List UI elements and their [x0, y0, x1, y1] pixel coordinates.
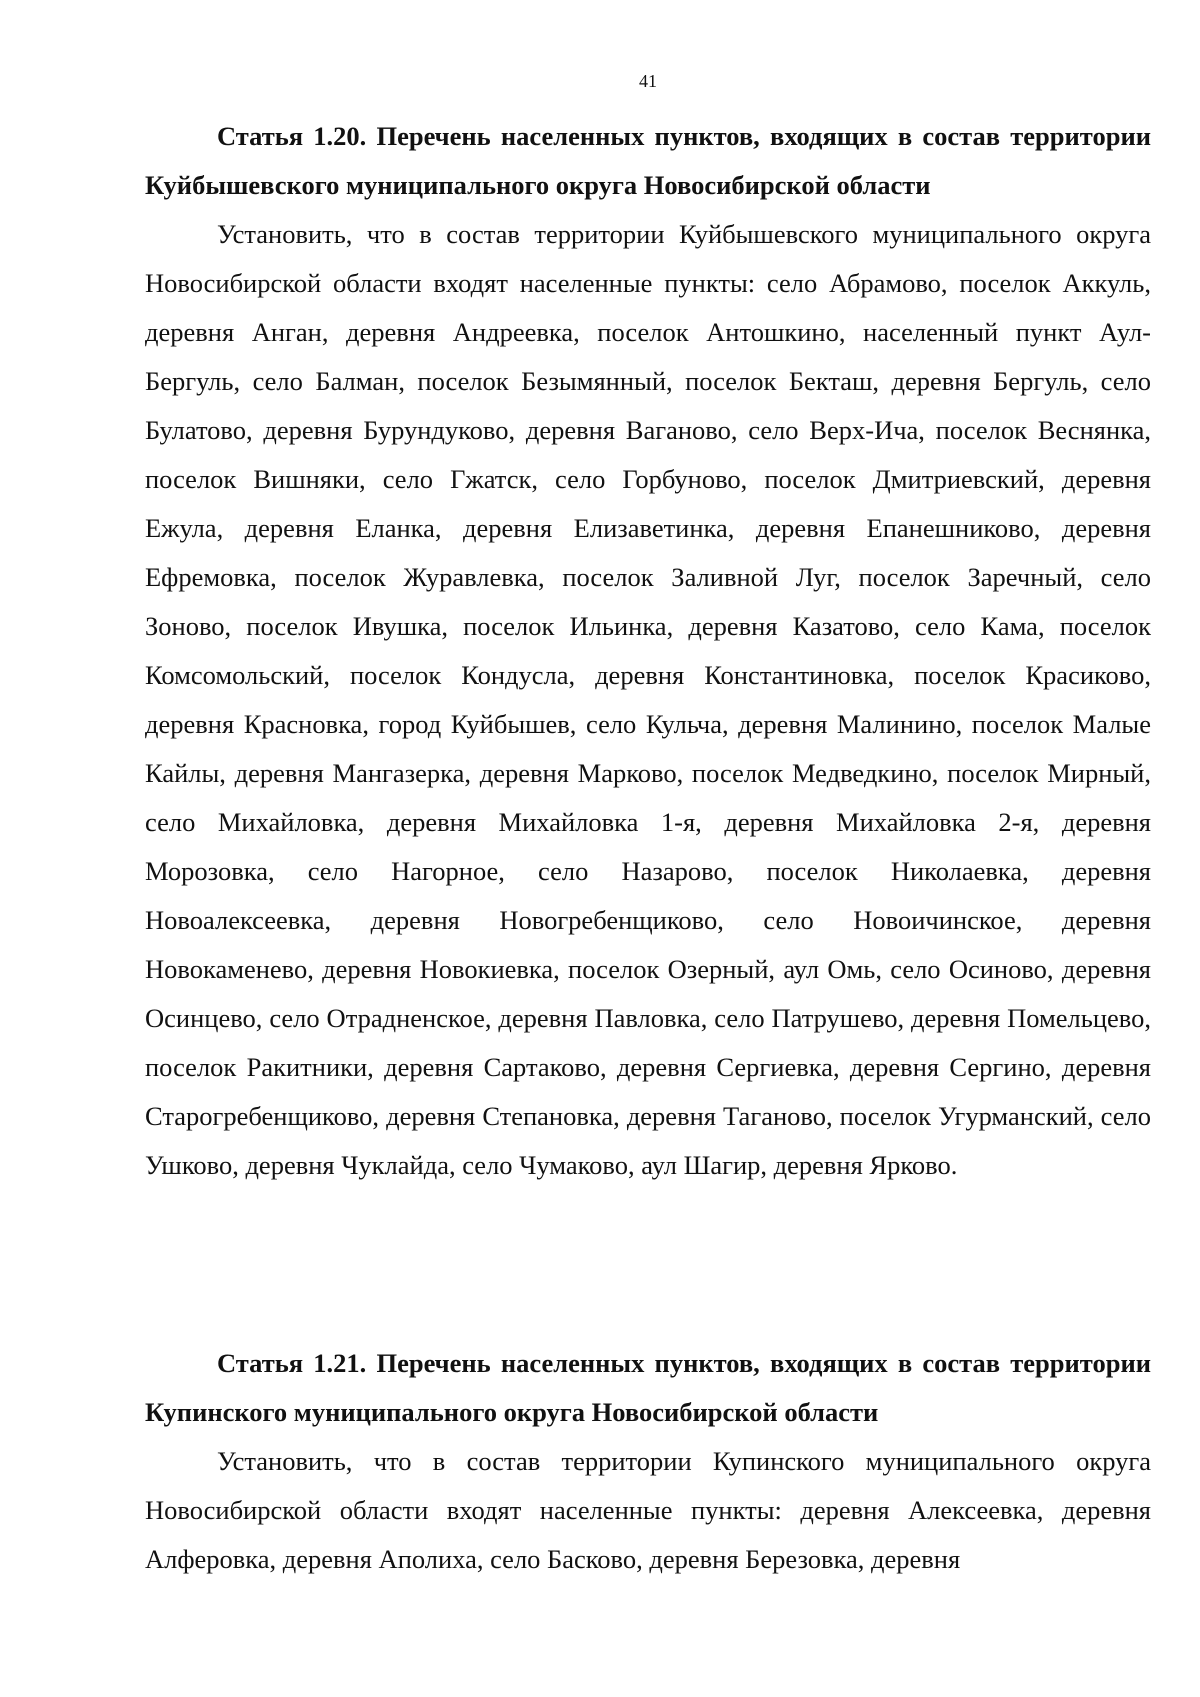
page-number: 41 [639, 71, 657, 91]
article-1-20 [145, 112, 1151, 1190]
article-1-21 [145, 1339, 1151, 1584]
article-body: Установить, что в состав территории Куйбышевского муниципального округа Новосибирской области входят населенные пункты: село Абрамово, поселок Аккуль, деревня Анган, деревня Андреевка, поселок Антошкино, населенный пункт Аул-Бергуль, село Балман, поселок Безымянный, поселок Бекташ, деревня Бергуль, село Булатово, деревня Бурундуково, деревня Ваганово, село Верх-Ича, поселок Веснянка, поселок Вишняки, село Гжатск, село Горбуново, поселок Дмитриевский, деревня Ежула, деревня Еланка, деревня Елизаветинка, деревня Епанешниково, деревня Ефремовка, поселок Журавлевка, поселок Заливной Луг, поселок Заречный, село Зоново, поселок Ивушка, поселок Ильинка, деревня Казатово, село Кама, поселок Комсомольский, поселок Кондусла, деревня Константиновка, поселок Красиково, деревня Красновка, город Куйбышев, село Кульча, деревня Малинино, поселок Малые Кайлы, деревня Мангазерка, деревня Марково, поселок Медведкино, поселок Мирный, село Михайловка, деревня Михайловка 1-я, деревня Михайловка 2-я, деревня Морозовка, село Нагорное, село Назарово, поселок Николаевка, деревня Новоалексеевка, деревня Новогребенщиково, село Новоичинское, деревня Новокаменево, деревня Новокиевка, поселок Озерный, аул Омь, село Осиново, деревня Осинцево, село Отрадненское, деревня Павловка, село Патрушево, деревня Помельцево, поселок Ракитники, деревня Сартаково, деревня Сергиевка, деревня Сергино, деревня Старогребенщиково, деревня Степановка, деревня Таганово, поселок Угурманский, село Ушково, деревня Чуклайда, село Чумаково, аул Шагир, деревня Ярково. [145, 219, 1151, 1180]
article-heading: Статья 1.20. Перечень населенных пунктов, входящих в состав территории Куйбышевского муниципального округа Новосибирской области [145, 121, 1151, 200]
article-heading: Статья 1.21. Перечень населенных пунктов, входящих в состав территории Купинского муниципального округа Новосибирской области [145, 1348, 1151, 1427]
article-body: Установить, что в состав территории Купинского муниципального округа Новосибирской области входят населенные пункты: деревня Алексеевка, деревня Алферовка, деревня Аполиха, село Басково, деревня Березовка, деревня [145, 1446, 1151, 1574]
